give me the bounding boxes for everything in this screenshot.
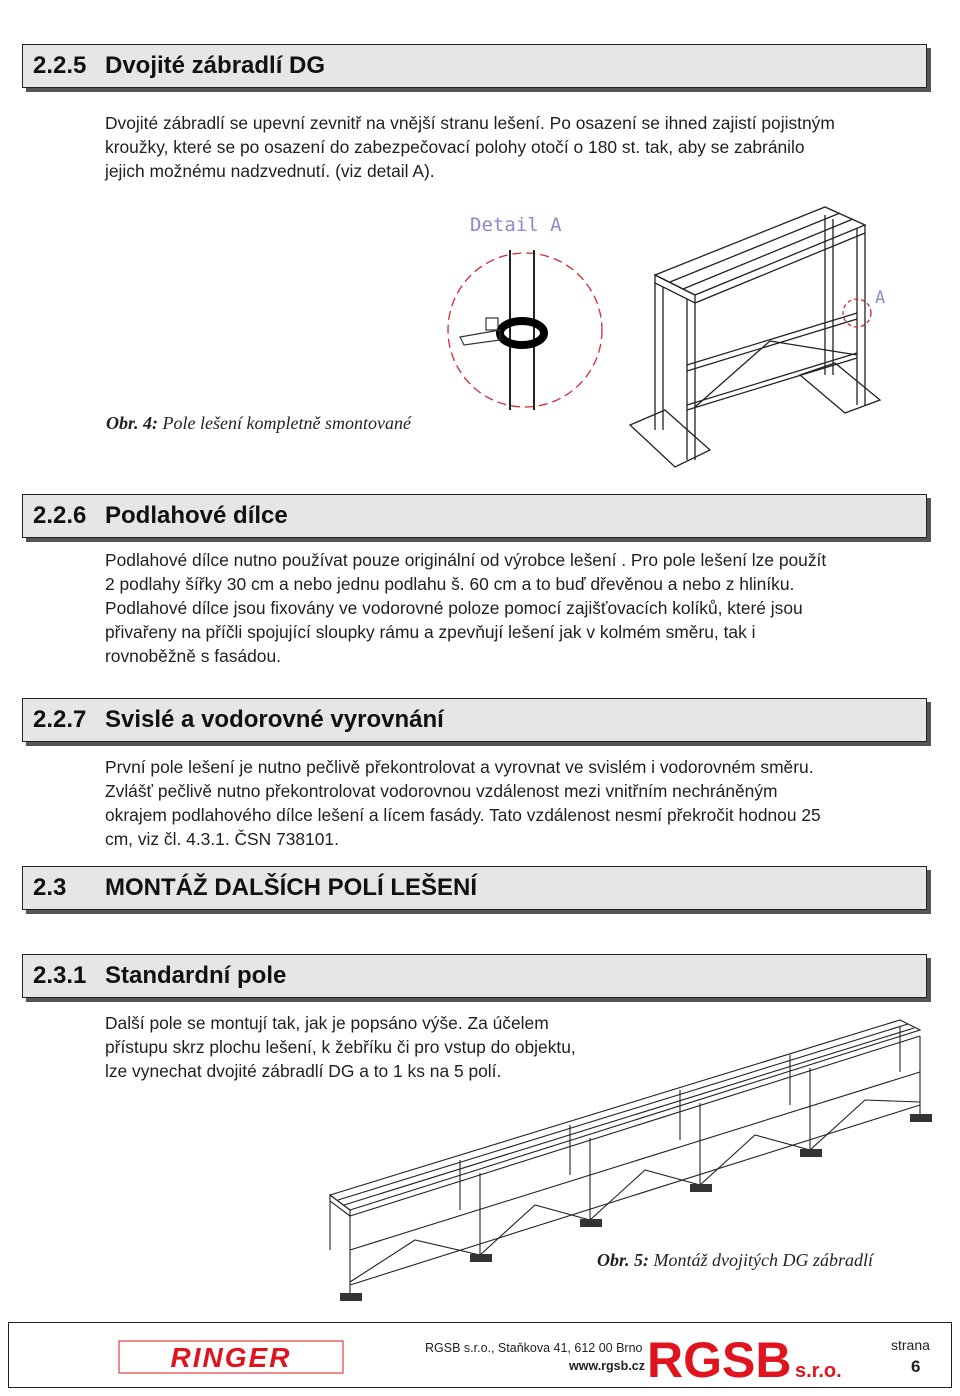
- text-line: Zvlášť pečlivě nutno překontrolovat vodorovnou vzdálenost mezi vnitřním nechráněným: [105, 781, 778, 801]
- figure-4-caption: [106, 413, 411, 434]
- detail-a-label: Detail A: [470, 214, 562, 236]
- ringer-logo: [115, 1337, 347, 1377]
- section-title: MONTÁŽ DALŠÍCH POLÍ LEŠENÍ: [105, 874, 477, 901]
- text-line: cm, viz čl. 4.3.1. ČSN 738101.: [105, 829, 339, 849]
- text-line: První pole lešení je nutno pečlivě překontrolovat a vyrovnat ve svislém i vodorovném směru.: [105, 757, 814, 777]
- section-heading-225: [22, 44, 927, 88]
- rgsb-logo: [645, 1329, 855, 1383]
- text-line: rovnoběžně s fasádou.: [105, 646, 281, 666]
- text-line: přístupu skrz plochu lešení, k žebříku či pro vstup do objektu,: [105, 1037, 576, 1057]
- text-line: Další pole se montují tak, jak je popsáno výše. Za účelem: [105, 1013, 549, 1033]
- company-website: www.rgsb.cz: [569, 1359, 645, 1373]
- section-number: 2.2.7: [33, 706, 87, 733]
- section-title: Svislé a vodorovné vyrovnání: [105, 706, 444, 733]
- rgsb-logo-suffix: s.r.o.: [795, 1360, 842, 1382]
- section-number: 2.2.5: [33, 52, 87, 79]
- section-title: Podlahové dílce: [105, 502, 288, 529]
- text-line: Podlahové dílce jsou fixovány ve vodorovné poloze pomocí zajišťovacích kolíků, které jsou: [105, 598, 803, 618]
- page-footer: [8, 1322, 952, 1388]
- company-address: RGSB s.r.o., Staňkova 41, 612 00 Brno: [425, 1341, 643, 1355]
- detail-a-marker: A: [875, 288, 886, 308]
- section-heading-227: [22, 698, 927, 742]
- text-line: lze vynechat dvojité zábradlí DG a to 1 ks na 5 polí.: [105, 1061, 502, 1081]
- caption-label: Obr. 4:: [106, 413, 159, 433]
- section-title: Dvojité zábradlí DG: [105, 52, 326, 79]
- page-number: 6: [911, 1357, 921, 1376]
- caption-text: Pole lešení kompletně smontované: [158, 413, 411, 433]
- text-line: 2 podlahy šířky 30 cm a nebo jednu podlahu š. 60 cm a to buď dřevěnou a nebo z hliníku.: [105, 574, 795, 594]
- paragraph-227: [105, 755, 821, 851]
- caption-text: Montáž dvojitých DG zábradlí: [649, 1250, 873, 1270]
- text-line: jejich možnému nadzvednutí. (viz detail A).: [105, 161, 435, 181]
- text-line: Dvojité zábradlí se upevní zevnitř na vnější stranu lešení. Po osazení se ihned zajistí pojistným: [105, 113, 835, 133]
- ringer-logo-text: RINGER: [170, 1342, 292, 1373]
- section-number: 2.2.6: [33, 502, 87, 529]
- paragraph-225: [105, 111, 835, 183]
- text-line: přivařeny na příčli spojující sloupky rámu a zpevňují lešení jak v kolmém směru, tak i: [105, 622, 756, 642]
- section-heading-231: [22, 954, 927, 998]
- page-label: strana: [891, 1337, 930, 1353]
- paragraph-226: [105, 548, 826, 668]
- section-heading-226: [22, 494, 927, 538]
- caption-label: Obr. 5:: [597, 1250, 650, 1270]
- rgsb-logo-text: RGSB: [647, 1332, 792, 1383]
- scaffold-frame-drawing: [625, 195, 900, 470]
- section-title: Standardní pole: [105, 962, 287, 989]
- text-line: Podlahové dílce nutno používat pouze originální od výrobce lešení . Pro pole lešení lze použít: [105, 550, 827, 570]
- detail-a-drawing: [440, 205, 610, 420]
- section-number: 2.3.1: [33, 962, 87, 989]
- text-line: kroužky, které se po osazení do zabezpečovací polohy otočí o 180 st. tak, aby se zabránilo: [105, 137, 805, 157]
- figure-5-caption: [597, 1250, 873, 1271]
- section-number: 2.3: [33, 874, 67, 901]
- text-line: okrajem podlahového dílce lešení a lícem fasády. Tato vzdálenost nesmí překročit hodnou 25: [105, 805, 821, 825]
- section-heading-23: [22, 866, 927, 910]
